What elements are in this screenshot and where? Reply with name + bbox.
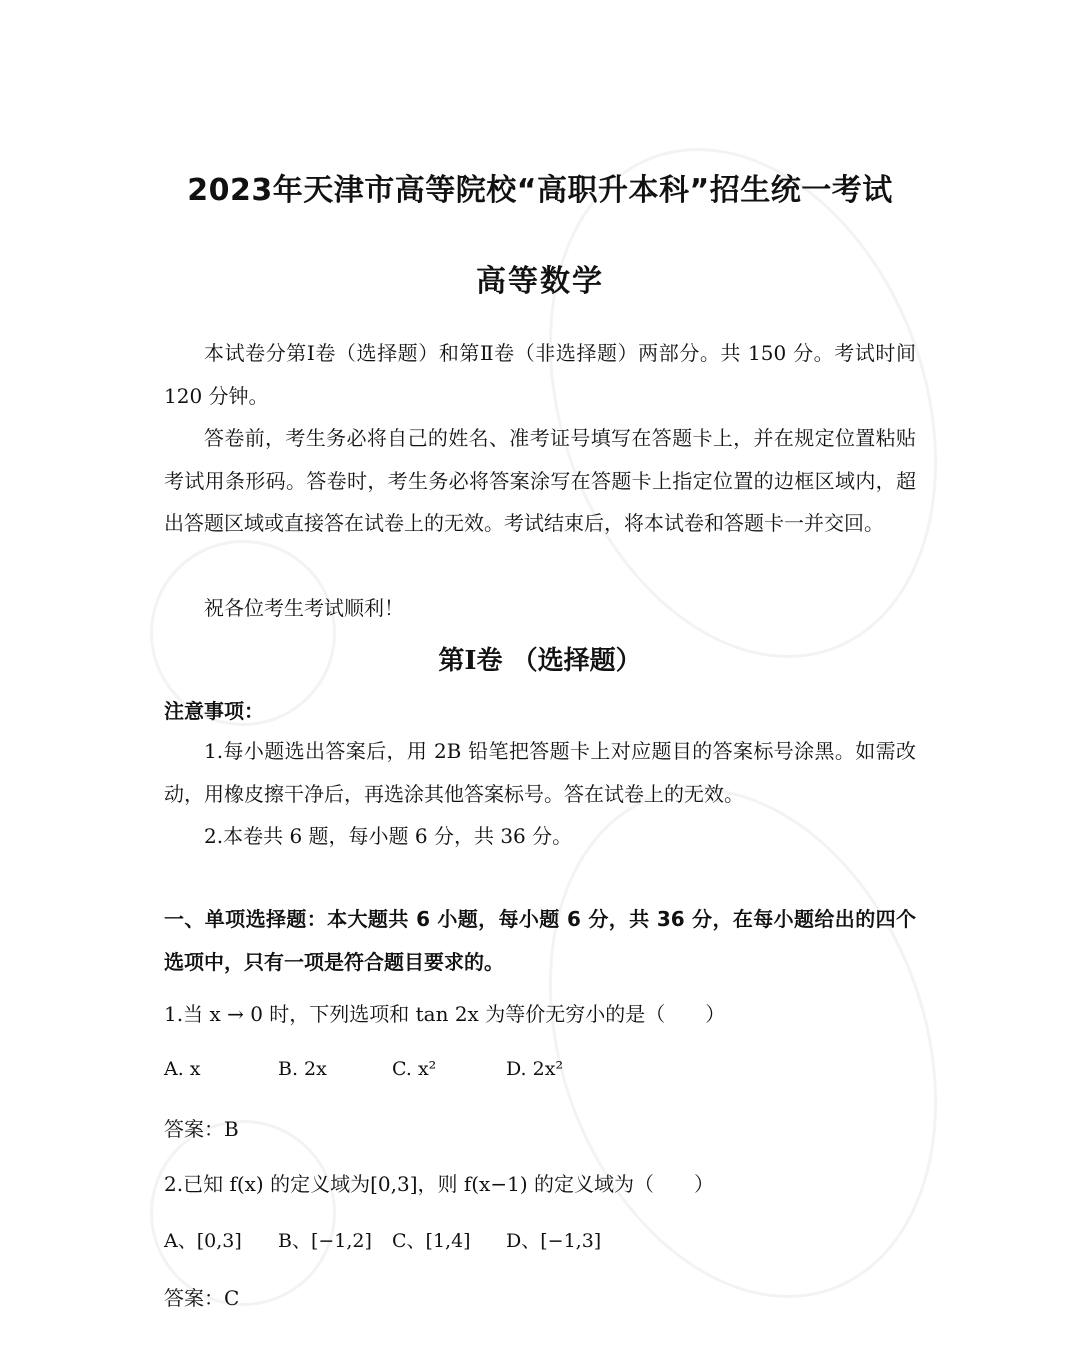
watermark-seal bbox=[150, 1120, 336, 1306]
option: B. 2x bbox=[278, 1058, 327, 1080]
option: C. x² bbox=[392, 1058, 437, 1080]
option: A、[0,3] bbox=[164, 1230, 242, 1252]
answer: 答案：C bbox=[164, 1286, 240, 1310]
part-title: 第Ⅰ卷 （选择题） bbox=[438, 646, 642, 676]
intro-paragraph: 答卷前，考生务必将自己的姓名、准考证号填写在答题卡上，并在规定位置粘贴考试用条形码。答卷时，考生务必将答案涂写在答题卡上指定位置的边框区域内，超出答题区域或直接答在试卷上的无效。考试结束后，将本试卷和答题卡一并交回。 bbox=[164, 426, 916, 535]
option: D、[−1,3] bbox=[506, 1230, 602, 1252]
section-heading: 一、单项选择题：本大题共 6 小题，每小题 6 分，共 36 分，在每小题给出的四个选项中，只有一项是符合题目要求的。 bbox=[164, 907, 916, 974]
option: A. x bbox=[164, 1058, 201, 1080]
intro-paragraph: 祝各位考生考试顺利！ bbox=[204, 596, 404, 620]
notes-title: 注意事项： bbox=[164, 699, 264, 723]
note-item: 1.每小题选出答案后，用 2B 铅笔把答题卡上对应题目的答案标号涂黑。如需改动，用橡皮擦干净后，再选涂其他答案标号。答在试卷上的无效。 bbox=[164, 739, 916, 806]
question-stem: 1.当 x → 0 时，下列选项和 tan 2x 为等价无穷小的是（ ） bbox=[164, 1002, 726, 1026]
option: B、[−1,2] bbox=[278, 1230, 372, 1252]
option: C、[1,4] bbox=[392, 1230, 471, 1252]
option: D. 2x² bbox=[506, 1058, 564, 1080]
answer: 答案：B bbox=[164, 1117, 239, 1141]
exam-title: 2023年天津市高等院校“高职升本科”招生统一考试 bbox=[187, 173, 893, 208]
intro-paragraph: 本试卷分第Ⅰ卷（选择题）和第Ⅱ卷（非选择题）两部分。共 150 分。考试时间 120 分钟。 bbox=[164, 341, 916, 408]
note-item: 2.本卷共 6 题，每小题 6 分，共 36 分。 bbox=[204, 824, 573, 848]
question-stem: 2.已知 f(x) 的定义域为[0,3]，则 f(x−1) 的定义域为（ ） bbox=[164, 1172, 714, 1196]
exam-subject: 高等数学 bbox=[476, 264, 604, 299]
